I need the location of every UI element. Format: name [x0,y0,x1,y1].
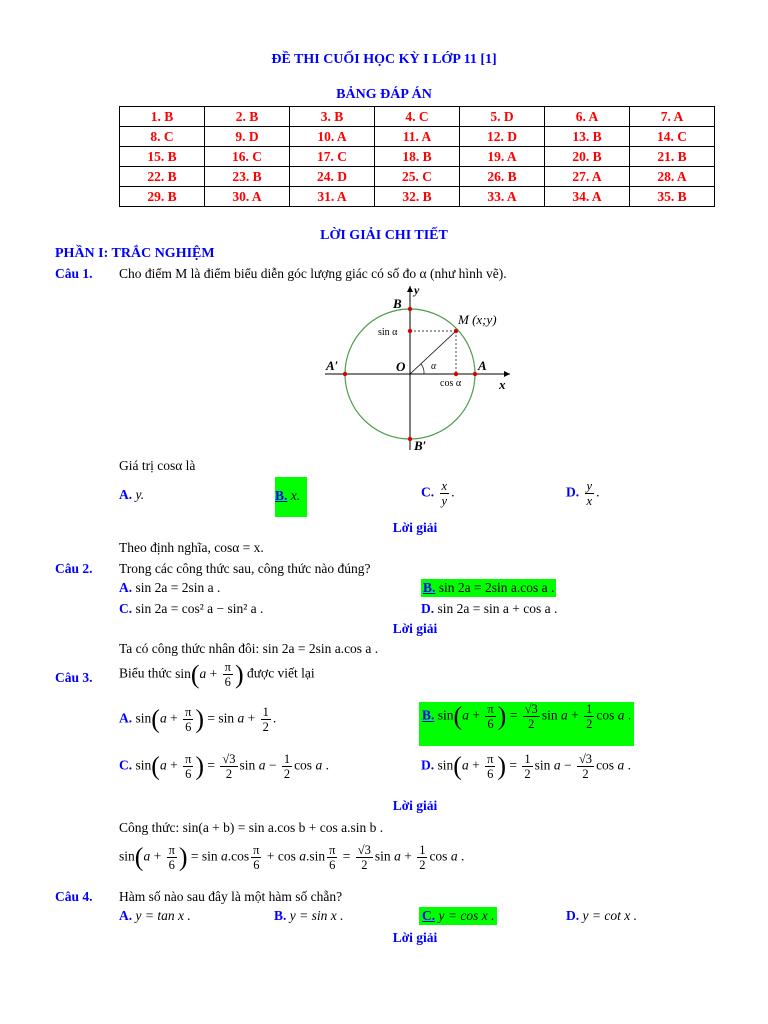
answer-row [120,147,715,167]
point-a [473,372,477,376]
answer-cell: 22. B [120,167,205,187]
q1-option-a[interactable]: A. y. [119,487,145,502]
answer-row [120,127,715,147]
answer-cell: 24. D [290,167,375,187]
q3-text: Biểu thức sin(a + $\frac{\pi}{6}$ ) được viết lại [119,659,315,689]
q2-label: Câu 2. [55,561,93,576]
q4-solution-heading: Lời giải [392,930,438,945]
answer-cell: 12. D [460,127,545,147]
answer-cell: 7. A [630,107,715,127]
answer-cell: 33. A [460,187,545,207]
q3-solution-line1: Công thức: sin(a + b) = sin a.cos b + cos a.sin b . [119,820,384,835]
answer-cell: 15. B [120,147,205,167]
q4-option-c[interactable]: C. y = cos x . [419,907,497,925]
label-cos-alpha: cos α [440,378,462,389]
answer-cell: 1. B [120,107,205,127]
unit-circle-figure [320,282,520,454]
label-m: M (x;y) [458,312,497,327]
answer-cell: 6. A [545,107,630,127]
answer-cell: 20. B [545,147,630,167]
q4-option-b[interactable]: B. y = sin x . [274,908,344,923]
q1-question: Giá trị cosα là [119,458,196,473]
q1-text: Cho điểm M là điểm biểu diễn góc lượng giác có số đo α (như hình vẽ). [119,266,507,281]
answer-cell: 8. C [120,127,205,147]
answer-cell: 4. C [375,107,460,127]
answer-cell: 25. C [375,167,460,187]
answer-cell: 21. B [630,147,715,167]
q4-text: Hàm số nào sau đây là một hàm số chẵn? [119,889,343,904]
q4-option-a[interactable]: A. y = tan x . [119,908,191,923]
answer-cell: 9. D [205,127,290,147]
point-b-prime [408,437,412,441]
answer-cell: 27. A [545,167,630,187]
q1-solution: Theo định nghĩa, cosα = x. [119,540,264,555]
label-x: x [499,377,506,392]
document-title: ĐỀ THI CUỐI HỌC KỲ I LỚP 11 [1] [271,52,497,67]
label-sin-alpha: sin α [378,327,398,338]
q3-option-c[interactable]: C. sin(a + $\frac{\pi}{6}$ ) = $\frac{√3}{2}$ sin a − $\frac{1}{2}$ cos a . [119,751,329,781]
point-cos [454,372,458,376]
q1-label: Câu 1. [55,266,93,281]
answer-cell: 17. C [290,147,375,167]
label-a-prime: A′ [326,358,339,373]
answer-cell: 32. B [375,187,460,207]
q3-solution-heading: Lời giải [392,798,438,813]
q3-label: Câu 3. [55,670,93,685]
q1-option-c[interactable]: C. $\frac{x}{y}$ . [421,479,455,508]
label-a: A [478,358,487,373]
answer-cell: 31. A [290,187,375,207]
q2-solution: Ta có công thức nhân đôi: sin 2a = 2sin a.cos a . [119,641,379,656]
q3-option-a[interactable]: A. sin(a + $\frac{\pi}{6}$ ) = sin a + $\frac{1}{2}$ . [119,704,277,734]
q2-solution-heading: Lời giải [392,621,438,636]
q2-option-c[interactable]: C. sin 2a = cos² a − sin² a . [119,601,264,616]
q4-option-d[interactable]: D. y = cot x . [566,908,637,923]
angle-arc [421,364,424,374]
answer-cell: 30. A [205,187,290,207]
q1-option-d[interactable]: D. $\frac{y}{x}$ . [566,479,600,508]
answer-cell: 16. C [205,147,290,167]
part-title: PHẦN I: TRẮC NGHIỆM [55,246,215,261]
solution-title: LỜI GIẢI CHI TIẾT [320,228,448,243]
point-m [454,329,458,333]
answer-table-title: BẢNG ĐÁP ÁN [336,87,432,102]
answer-cell: 10. A [290,127,375,147]
answer-cell: 13. B [545,127,630,147]
answer-cell: 29. B [120,187,205,207]
q2-text: Trong các công thức sau, công thức nào đúng? [119,561,371,576]
answer-cell: 2. B [205,107,290,127]
answer-cell: 23. B [205,167,290,187]
q2-option-b[interactable]: B. sin 2a = 2sin a.cos a . [423,580,555,595]
answer-cell: 28. A [630,167,715,187]
q3-solution-line2: sin(a + $\frac{\pi}{6}$ ) = sin a.cos $\frac{\pi}{6}$ + cos a.sin $\frac{\pi}{6}$ = $\frac{√3}{2}$ sin a + $\frac{1}{2}$ cos a . [119,842,465,872]
answer-cell: 5. D [460,107,545,127]
q2-option-d[interactable]: D. sin 2a = sin a + cos a . [421,601,558,616]
answer-row [120,107,715,127]
label-y: y [414,283,420,297]
q2-option-a[interactable]: A. sin 2a = 2sin a . [119,580,221,595]
point-sin [408,329,412,333]
q3-formula: sin(a + $\frac{\pi}{6}$ ) [175,659,244,689]
answer-cell: 19. A [460,147,545,167]
q3-option-b[interactable]: B. sin(a + $\frac{\pi}{6}$ ) = $\frac{√3}{2}$ sin a + $\frac{1}{2}$ cos a . [419,702,634,746]
answer-row [120,187,715,207]
point-a-prime [343,372,347,376]
answer-row [120,167,715,187]
answer-cell: 34. A [545,187,630,207]
answer-table [119,106,715,207]
answer-cell: 18. B [375,147,460,167]
answer-cell: 11. A [375,127,460,147]
label-b: B [393,296,402,311]
label-o: O [396,359,406,374]
label-b-prime: B′ [414,438,427,453]
answer-cell: 35. B [630,187,715,207]
q1-solution-heading: Lời giải [392,520,438,535]
q3-option-d[interactable]: D. sin(a + $\frac{\pi}{6}$ ) = $\frac{1}{2}$ sin a − $\frac{√3}{2}$ cos a . [421,751,631,781]
label-alpha: α [431,361,437,372]
point-b [408,307,412,311]
q4-label: Câu 4. [55,889,93,904]
q1-option-b[interactable]: B. x. [275,477,307,517]
answer-cell: 26. B [460,167,545,187]
answer-cell: 3. B [290,107,375,127]
answer-cell: 14. C [630,127,715,147]
